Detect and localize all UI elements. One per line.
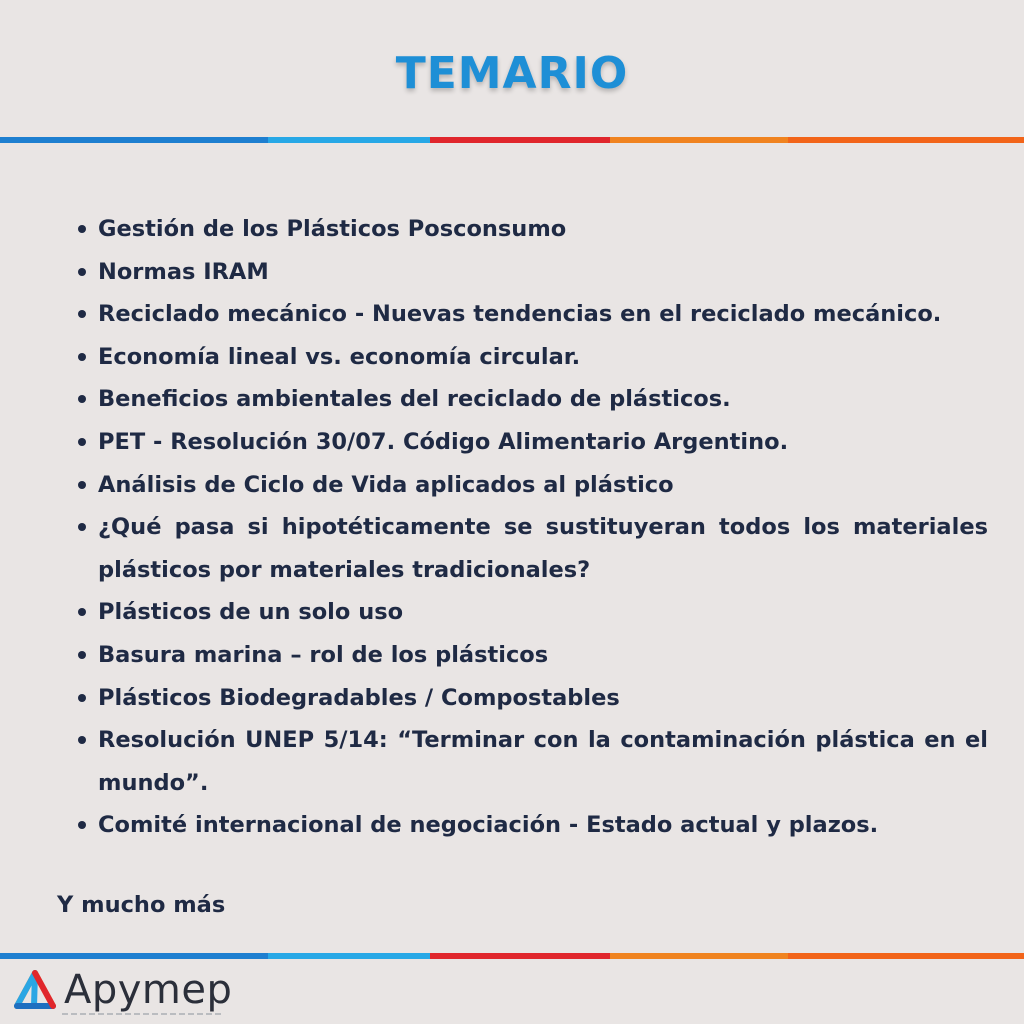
topic-list <box>98 208 988 847</box>
list-item: Reciclado mecánico - Nuevas tendencias en el reciclado mecánico. <box>98 293 988 336</box>
list-item: Normas IRAM <box>98 251 988 294</box>
list-item: PET - Resolución 30/07. Código Alimentario Argentino. <box>98 421 988 464</box>
brand-name: Apymep <box>64 967 233 1013</box>
list-item: Plásticos de un solo uso <box>98 591 988 634</box>
top-color-stripe <box>0 137 1024 143</box>
list-item: Economía lineal vs. economía circular. <box>98 336 988 379</box>
list-item: Basura marina – rol de los plásticos <box>98 634 988 677</box>
list-item: Comité internacional de negociación - Estado actual y plazos. <box>98 804 988 847</box>
list-item: Gestión de los Plásticos Posconsumo <box>98 208 988 251</box>
page-title: TEMARIO <box>395 48 629 99</box>
list-item: Análisis de Ciclo de Vida aplicados al plástico <box>98 464 988 507</box>
logo-tagline <box>62 1013 222 1015</box>
more-text: Y mucho más <box>57 892 226 918</box>
list-item: Plásticos Biodegradables / Compostables <box>98 677 988 720</box>
triangle-logo-icon <box>14 970 56 1010</box>
list-item: Resolución UNEP 5/14: “Terminar con la contaminación plástica en el mundo”. <box>98 719 988 804</box>
list-item: ¿Qué pasa si hipotéticamente se sustituyeran todos los materiales plásticos por materiales tradicionales? <box>98 506 988 591</box>
bottom-color-stripe <box>0 953 1024 959</box>
brand-logo <box>14 964 232 1016</box>
list-item: Beneficios ambientales del reciclado de plásticos. <box>98 378 988 421</box>
